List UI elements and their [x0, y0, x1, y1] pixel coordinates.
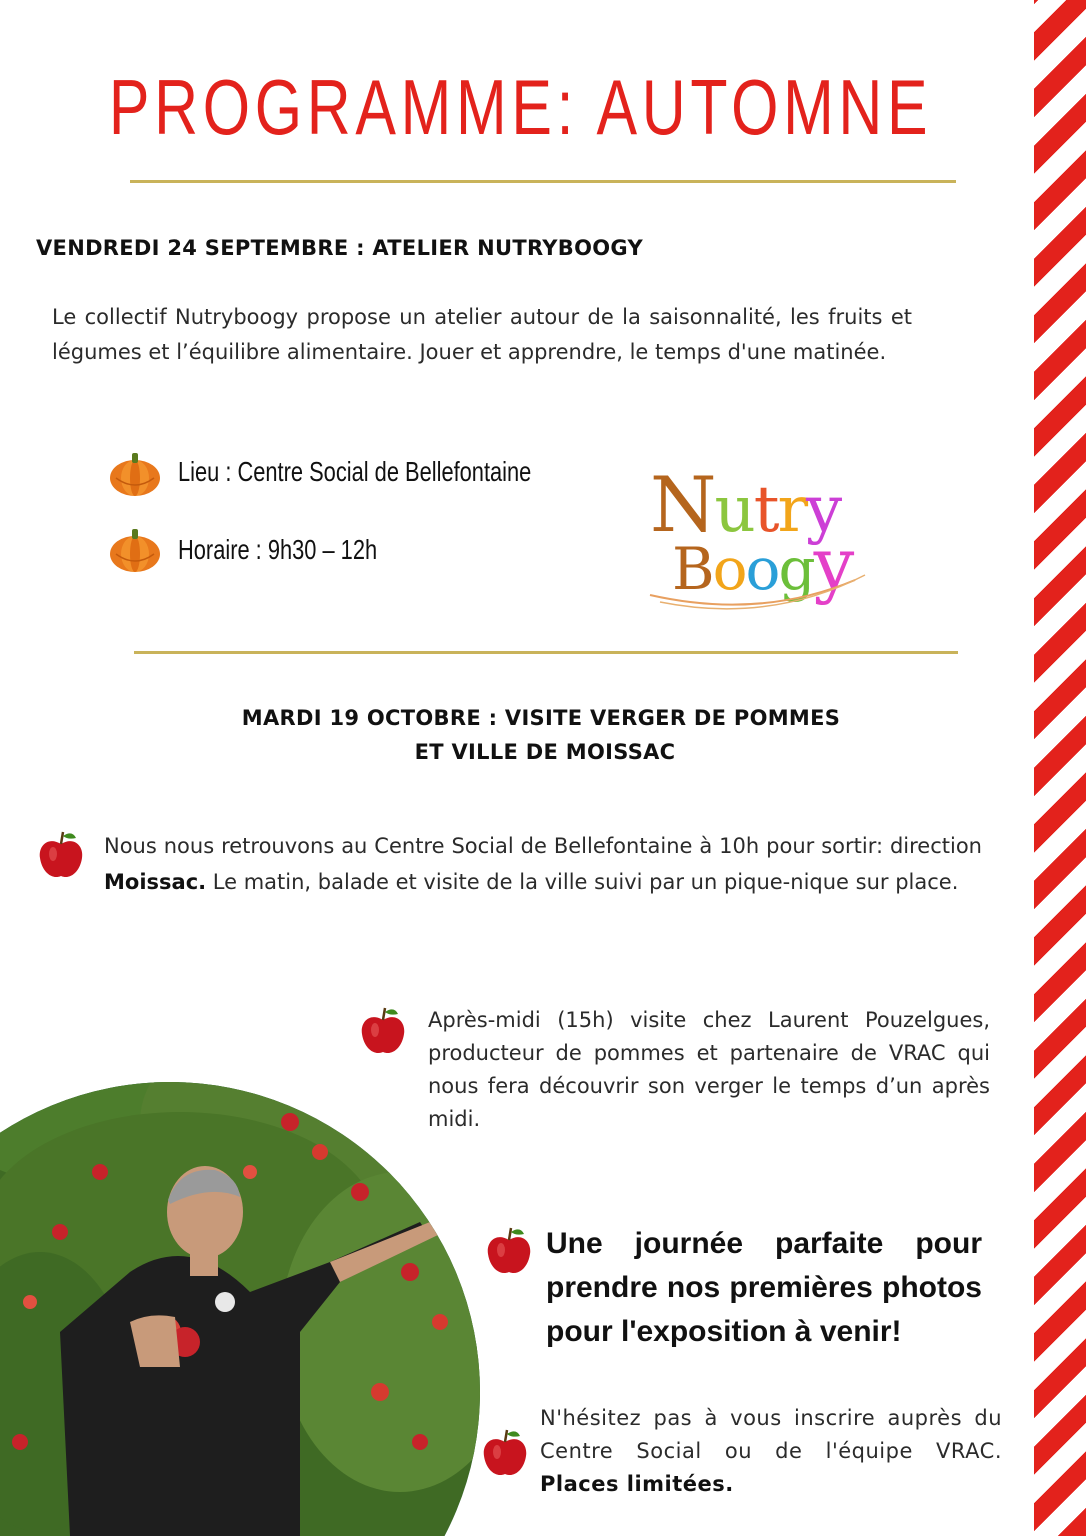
title-divider [130, 180, 956, 183]
page-title: PROGRAMME: AUTOMNE [108, 63, 933, 151]
apple-icon [482, 1428, 528, 1478]
pumpkin-icon [108, 448, 162, 498]
logo-swoosh-icon [640, 540, 880, 620]
candy-stripe-border [1034, 0, 1086, 1536]
logo-line2: Boogy [672, 522, 853, 606]
event2-paragraph2: Après-midi (15h) visite chez Laurent Pouzelgues, producteur de pommes et partenaire de VRAC qui nous fera découvrir son verger le temps d’un après midi. [428, 1008, 990, 1131]
section-divider [134, 651, 958, 654]
event1-location: Lieu : Centre Social de Bellefontaine [178, 456, 532, 487]
apple-icon [360, 1006, 406, 1056]
logo-line1: Nutry [650, 460, 841, 549]
event1-schedule: Horaire : 9h30 – 12h [178, 534, 378, 565]
photo-callout: Une journée parfaite pour prendre nos premières photos pour l'exposition à venir! [546, 1227, 982, 1348]
orchard-photo [0, 972, 480, 1536]
pumpkin-icon [108, 524, 162, 574]
nutryboogy-logo [640, 440, 880, 620]
event1-heading: VENDREDI 24 SEPTEMBRE : ATELIER NUTRYBOOGY [36, 236, 643, 260]
event2-heading-line2: ET VILLE DE MOISSAC [414, 740, 676, 764]
signup-paragraph: N'hésitez pas à vous inscrire auprès du Centre Social ou de l'équipe VRAC. Places limitées. [540, 1406, 1002, 1496]
event2-heading-line1: MARDI 19 OCTOBRE : VISITE VERGER DE POMMES [241, 706, 841, 730]
apple-icon [486, 1226, 532, 1276]
event2-paragraph1: Nous nous retrouvons au Centre Social de Bellefontaine à 10h pour sortir: direction Moissac. Le matin, balade et visite de la ville suivi par un pique-nique sur place. [104, 834, 982, 894]
apple-icon [38, 830, 84, 880]
event1-description: Le collectif Nutryboogy propose un atelier autour de la saisonnalité, les fruits et légumes et l’équilibre alimentaire. Jouer et apprendre, le temps d'une matinée. [52, 305, 912, 364]
